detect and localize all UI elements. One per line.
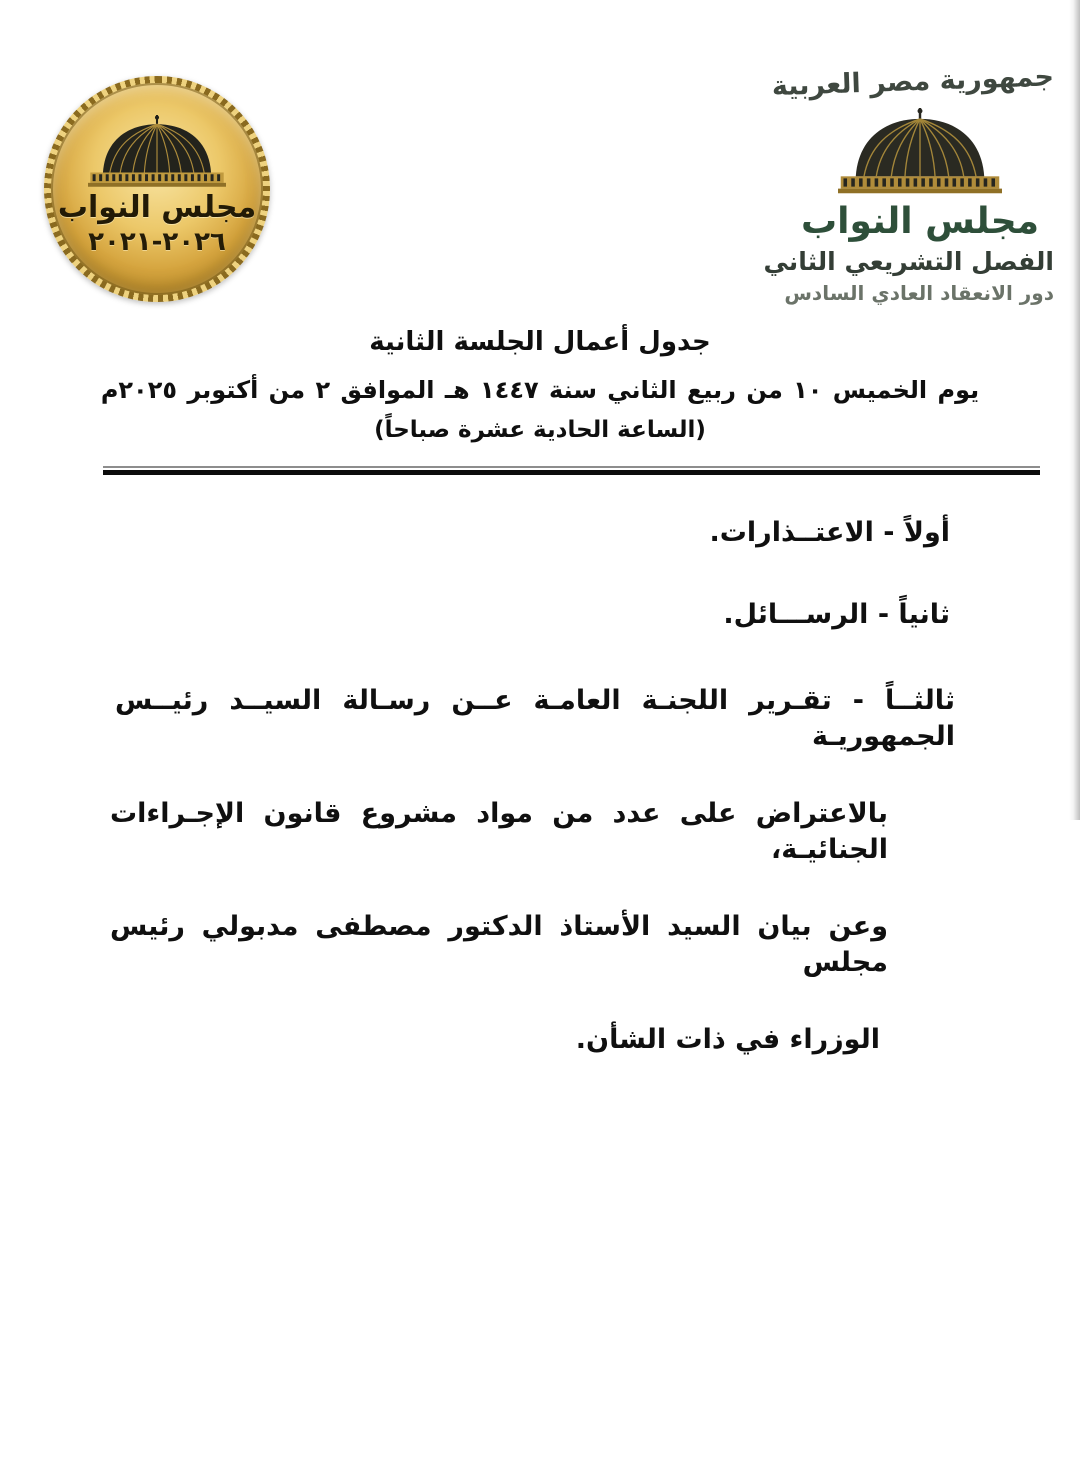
agenda-item-second: ثانياً - الرســـائل. [723,599,950,630]
agenda-item-first: أولاً - الاعتــذارات. [709,517,950,548]
document-header [0,0,1080,320]
emblem-country-name: جمهورية مصر العربية [771,61,1055,103]
agenda-item-third [0,683,1080,1058]
agenda-item-third-line: بالاعتراض على عدد من مواد مشروع قانون الإجـراءات الجنائيـة، [110,798,888,865]
seal-years: ٢٠٢٦-٢٠٢١ [88,226,226,257]
parliament-dome-icon [88,115,226,191]
parliament-coin-seal [44,76,270,302]
parliament-dome-icon [838,108,1002,198]
session-time: (الساعة الحادية عشرة صباحاً) [374,417,706,443]
session-date: يوم الخميس ١٠ من ربيع الثاني سنة ١٤٤٧ هـ الموافق ٢ من أكتوبر ٢٠٢٥م [100,376,980,404]
emblem-council-name: مجلس النواب [801,201,1039,243]
agenda-item-third-line: وعن بيان السيد الأستاذ الدكتور مصطفى مدبولي رئيس مجلس [110,911,888,978]
agenda-item-third-line: الوزراء في ذات الشأن. [575,1024,880,1055]
header-divider [103,466,1040,475]
parliament-emblem [763,61,1055,306]
divider-thick-line [103,470,1040,475]
seal-council-name: مجلس النواب [57,189,257,225]
divider-thin-line [103,466,1040,468]
agenda-item-third-line: ثالثــاً - تقـرير اللجنـة العامـة عــن رسـالة السيــد رئيــس الجمهوريـة [115,685,955,752]
emblem-legislative-term: الفصل التشريعي الثاني [763,247,1054,277]
coin-seal-face [51,83,263,295]
agenda-title: جدول أعمال الجلسة الثانية [369,327,711,357]
emblem-session-round: دور الانعقاد العادي السادس [784,281,1054,306]
